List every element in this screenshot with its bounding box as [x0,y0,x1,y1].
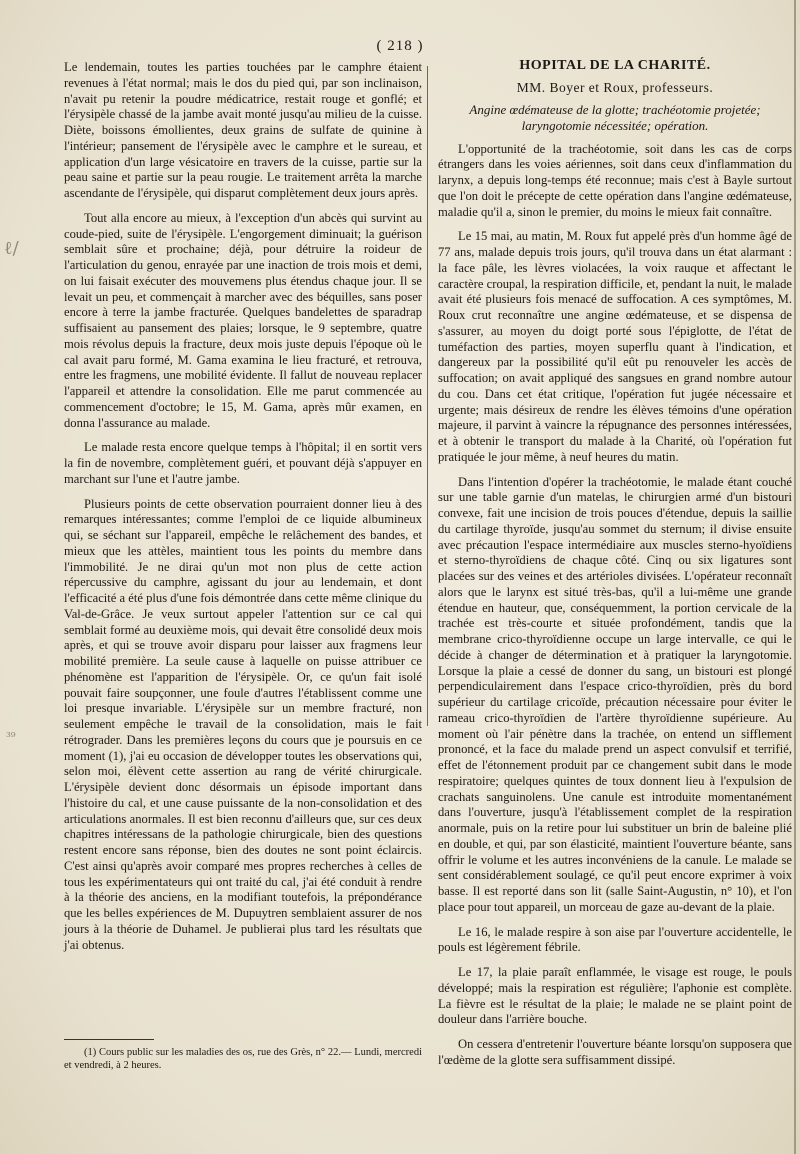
page-number: ( 218 ) [376,38,424,54]
paragraph: Plusieurs points de cette observation pourraient donner lieu à des remarques intéressantes; comme l'emploi de ce liquide albumineux qui, se séchant sur l'appareil, empêche le relâchement des bandes, et mieux que les attèles, maintient tous les points du membre dans l'immobilité. Je ne dirai qu'un mot non plus de cette action répercussive du camphre, agissant du jour au lendemain, et dont l'efficacité a été plus d'une fois démontrée dans cette même clinique du Val-de-Grâce. Je veux surtout appeler l'attention sur ce cal qui semblait formé au deuxième mois, qui devait être consolidé deux mois après, et qui se trouve avoir disparu pour laisser aux fragmens leur mobilité première. La seule cause à laquelle on puisse attribuer ce phénomène est l'apparition de l'érysipèle. Or, ce qu'un fait isolé pouvait faire soupçonner, une foule d'autres l'établissent comme une loi presque invariable. L'érysipèle sur un membre fracturé, non seulement empêche le travail de la consolidation, mais le fait rétrograder. Dans les premières leçons du cours que je poursuis en ce moment (1), j'ai eu occasion de développer toutes les observations qui, selon moi, élèvent cette assertion au rang de vérité chirurgicale. L'érysipèle devient donc désormais un épisode important dans l'histoire du cal, et une cause puissante de la non-consolidation et des articulations anormales. Il est bien reconnu d'ailleurs que, sur ces deux chapitres intéressans de la pathologie chirurgicale, bien des questions restent encore sans réponse, bien des doutes ne sont point éclaircis. C'est ainsi qu'après avoir comparé mes propres recherches à celles de tous les expérimentateurs qui ont traité du cal, j'ai été conduit à rendre à la théorie des anciens, en la modifiant toutefois, la prépondérance que les belles expériences de M. Dupuytren semblaient assurer de nos jours à la théorie de Duhamel. Je publierai plus tard les résultats que j'ai obtenus. [64,496,422,952]
paragraph: Le 17, la plaie paraît enflammée, le visage est rouge, le pouls développé; mais la respiration est régulière; l'aphonie est complète. La fièvre est le résultat de la plaie; le malade ne se plaint point de douleur dans l'arrière bouche. [438,965,792,1027]
paragraph: Dans l'intention d'opérer la trachéotomie, le malade étant couché sur une table garnie d'un matelas, le chirurgien armé d'un bistouri convexe, fait une incision de trois pouces d'étendue, depuis la saillie du cartilage thyroïde, jusqu'au sommet du sternum; il divise ensuite avec précaution l'espace intermédiaire aux muscles sterno-hyoïdiens et sterno-thyroïdiens de chaque côté. Cinq ou six ligatures sont placées sur des veines et des artérioles divisées. L'opérateur reconnaît alors que le larynx est situé très-bas, qu'il a lui-même une grande étendue en hauteur, que, conséquemment, la portion cervicale de la trachée est très-courte et située profondément, tandis que la membrane crico-thyroïdienne occupe un large intervalle, ce qui le décide à changer de détermination et à pratiquer la laryngotomie. Lorsque la plaie a cessé de donner du sang, un bistouri est plongé perpendiculairement dans l'espace crico-thyroïdien, près du bord supérieur du cartilage cricoïde, précaution nécessaire pour éviter le rameau crico-thyroïdien de l'artère thyroïdienne supérieure. Au moment où l'air pénètre dans la trachée, on entend un sifflement prononcé, et la face du malade prend un aspect convulsif et terrifié, effet de l'étonnement produit par ce changement subit dans le mode respiratoire; quelques quintes de toux donnent lieu à l'expulsion de crachats sanguinolens. Une canule est introduite momentanément dans l'ouverture, jusqu'à l'établissement complet de la respiration anormale, puis on la retire pour lui substituer un brin de baleine plié en double, et qui, par son élasticité, maintient l'ouverture béante, sans offrir le volume et les autres inconvéniens de la canule. Le malade se sent considérablement soulagé, ce qu'il peut encore exprimer à voix basse. Il est reporté dans son lit (salle Saint-Augustin, n° 10), et l'on place pour tout appareil, un morceau de gaze au-devant de la plaie. [438,474,792,914]
margin-mark: ℓ/ [4,238,19,259]
right-column [438,58,792,1078]
paragraph: Tout alla encore au mieux, à l'exception d'un abcès qui survint au coude-pied, suite de l'érysipèle. L'engorgement diminuait; la guérison semblait sûre et prochaine; déjà, pour détruire la roideur de l'articulation du genou, enrayée par une inaction de trois mois et demi, on lui faisait exécuter des mouvemens plus étendus chaque jour. Il se levait un peu, et commençait à marcher avec des béquilles, sans poser encore à terre la jambe fracturée. Quelques bandelettes de sparadrap suffisaient au pansement des plaies; lorsque, le 9 septembre, quatre mois révolus depuis la fracture, deux mois juste depuis l'époque où le cal avait paru formé, M. Gama examina le lieu fracturé, et retrouva, entre les fragmens, une mobilité évidente. Il fallut de nouveau replacer l'appareil et attendre la consolidation. Elle me parut commencée au commencement d'octobre; le 15, M. Gama, après mûr examen, en donna l'assurance au malade. [64,210,422,430]
footnote [64,1046,422,1072]
paragraph: Le malade resta encore quelque temps à l'hôpital; il en sortit vers la fin de novembre, complètement guéri, et pouvant déjà s'appuyer en marchant sur l'une et l'autre jambe. [64,440,422,486]
column-divider [427,66,428,726]
professors-line: MM. Boyer et Roux, professeurs. [516,79,714,95]
paragraph: Le 16, le malade respire à son aise par l'ouverture accidentelle, le pouls est légèrement fébrile. [438,924,792,955]
footnote-rule [64,1039,154,1040]
paragraph: Le lendemain, toutes les parties touchées par le camphre étaient revenues à l'état normal; mais le dos du pied qui, par son inclinaison, n'avait pu retenir la poudre médicatrice, restait rouge et gonflé; et l'érysipèle chassé de la jambe avait monté jusqu'au milieu de la cuisse. Diète, boissons émollientes, deux grains de sulfate de quinine à l'intérieur; pansement de l'érysipèle avec le camphre et le sureau, et application d'un large vésicatoire en travers de la cuisse, partie sur la peau saine et partie sur la peau rougie. Le traitement arrêta la marche ascendante de l'érysipèle, qui disparut complètement deux jours après. [64,60,422,200]
footnote-text: (1) Cours public sur les maladies des os, rue des Grès, n° 22.— Lundi, mercredi et vendredi, à 2 heures. [64,1047,422,1071]
case-title: Angine œdémateuse de la glotte; trachéotomie projetée; laryngotomie nécessitée; opération. [469,101,761,133]
page-edge [794,0,796,1154]
left-column [64,60,422,962]
margin-mark: ³⁹ [6,730,16,744]
paragraph: Le 15 mai, au matin, M. Roux fut appelé près d'un homme âgé de 77 ans, malade depuis trois jours, qu'il trouva dans un état alarmant : la face pâle, les lèvres violacées, la voix rauque et affectant le caractère croupal, la respiration difficile, et, pendant la nuit, le malade avait été plusieurs fois menacé de suffocation. A ces symptômes, M. Roux crut reconnaître une angine œdémateuse, et se dispensa de s'assurer, au moyen du doigt porté sous l'épiglotte, de l'état de tuméfaction des parties, moyen superflu quant à l'indication, et dangereux par la possibilité qu'il eût pu renouveler les accès de suffocation; on avait appliqué des sangsues en grand nombre autour du cou. Dans cet état critique, l'opération fut jugée nécessaire et urgente; mais désireux de rendre les élèves témoins d'une opération majeure, il parvint à vaincre la répugnance des personnes intéressées, et à obtenir le transport du malade à la Charité, où l'opération fut pratiquée le jour même, à neuf heures du matin. [438,229,792,464]
paragraph: L'opportunité de la trachéotomie, soit dans les cas de corps étrangers dans les voies aériennes, soit dans ceux d'inflammation du larynx, a depuis long-temps été reconnue; mais c'est à Bayle surtout que l'on doit le précepte de cette opération dans l'angine œdémateuse, maladie qu'il a, sinon le premier, du moins le mieux fait connaître. [438,141,792,219]
paragraph: On cessera d'entretenir l'ouverture béante lorsqu'on supposera que l'œdème de la glotte sera suffisamment dissipé. [438,1037,792,1067]
section-heading: HOPITAL DE LA CHARITÉ. [519,58,711,73]
